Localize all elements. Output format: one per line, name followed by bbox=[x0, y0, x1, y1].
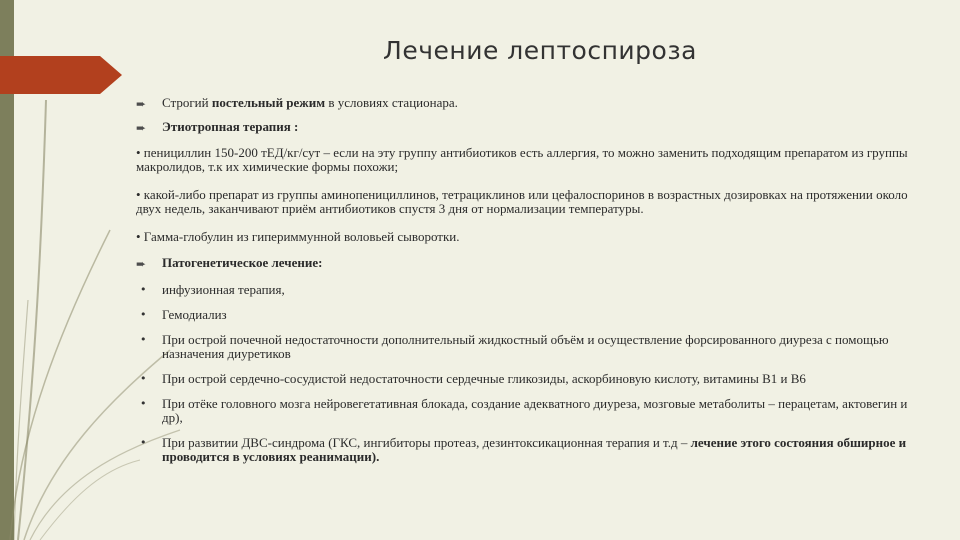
dot-bullet-icon: • bbox=[140, 397, 147, 410]
list-item bbox=[136, 372, 926, 386]
paragraph-antibiotics: • какой-либо препарат из группы аминопенициллинов, тетрациклинов или цефалоспоринов в возрастных дозировках на протяжении около двух недель, заканчивают приём антибиотиков спустя 3 дня от нормализации температуры. bbox=[136, 187, 908, 216]
arrow-bullet-icon: ➨ bbox=[136, 97, 147, 111]
item-text: Гемодиализ bbox=[162, 307, 227, 322]
dot-bullet-icon: • bbox=[140, 283, 147, 296]
item-bold-text: Патогенетическое лечение: bbox=[162, 255, 323, 270]
dot-bullet-icon: • bbox=[140, 333, 147, 346]
item-text: в условиях стационара. bbox=[325, 95, 458, 110]
dot-bullet-icon: • bbox=[140, 436, 147, 449]
list-item bbox=[136, 436, 926, 464]
list-item-etiotropic bbox=[136, 120, 926, 134]
item-text: При острой сердечно-сосудистой недостаточности сердечные гликозиды, аскорбиновую кислоту, витамины В1 и В6 bbox=[162, 371, 806, 386]
dot-bullet-icon: • bbox=[140, 372, 147, 385]
item-text: При отёке головного мозга нейровегетативная блокада, создание адекватного диуреза, мозговые метаболиты – перацетам, актовегин и др), bbox=[162, 396, 908, 425]
item-text: При развитии ДВС-синдрома (ГКС, ингибиторы протеаз, дезинтоксикационная терапия и т.д – bbox=[162, 435, 691, 450]
item-text: инфузионная терапия, bbox=[162, 282, 285, 297]
item-bold-text: Этиотропная терапия : bbox=[162, 119, 299, 134]
list-item bbox=[136, 283, 926, 297]
dot-bullet-icon: • bbox=[140, 308, 147, 321]
arrow-bullet-icon: ➨ bbox=[136, 121, 147, 135]
slide-content bbox=[136, 96, 926, 475]
slide-title: Лечение лептоспироза bbox=[383, 36, 697, 65]
item-bold-text: лечение этого состояния обширное и проводится в условиях реанимации). bbox=[162, 435, 907, 464]
item-text: При острой почечной недостаточности дополнительный жидкостный объём и осуществление форсированного диуреза с помощью назначения диуретиков bbox=[162, 332, 889, 361]
arrow-bullet-icon: ➨ bbox=[136, 257, 147, 271]
paragraph-penicillin: • пенициллин 150-200 тЕД/кг/сут – если на эту группу антибиотиков есть аллергия, то можно заменить подходящим препаратом из группы макролидов, т.к их химические формы похожи; bbox=[136, 145, 908, 174]
item-text: Строгий bbox=[162, 95, 212, 110]
item-bold-text: постельный режим bbox=[211, 95, 326, 110]
paragraph-gamma-globulin: • Гамма-глобулин из гипериммунной воловьей сыворотки. bbox=[136, 229, 460, 244]
list-item bbox=[136, 308, 926, 322]
list-item bbox=[136, 397, 926, 425]
list-item bbox=[136, 333, 926, 361]
list-item-bed-rest bbox=[136, 96, 926, 110]
list-item-pathogenetic bbox=[136, 256, 926, 270]
